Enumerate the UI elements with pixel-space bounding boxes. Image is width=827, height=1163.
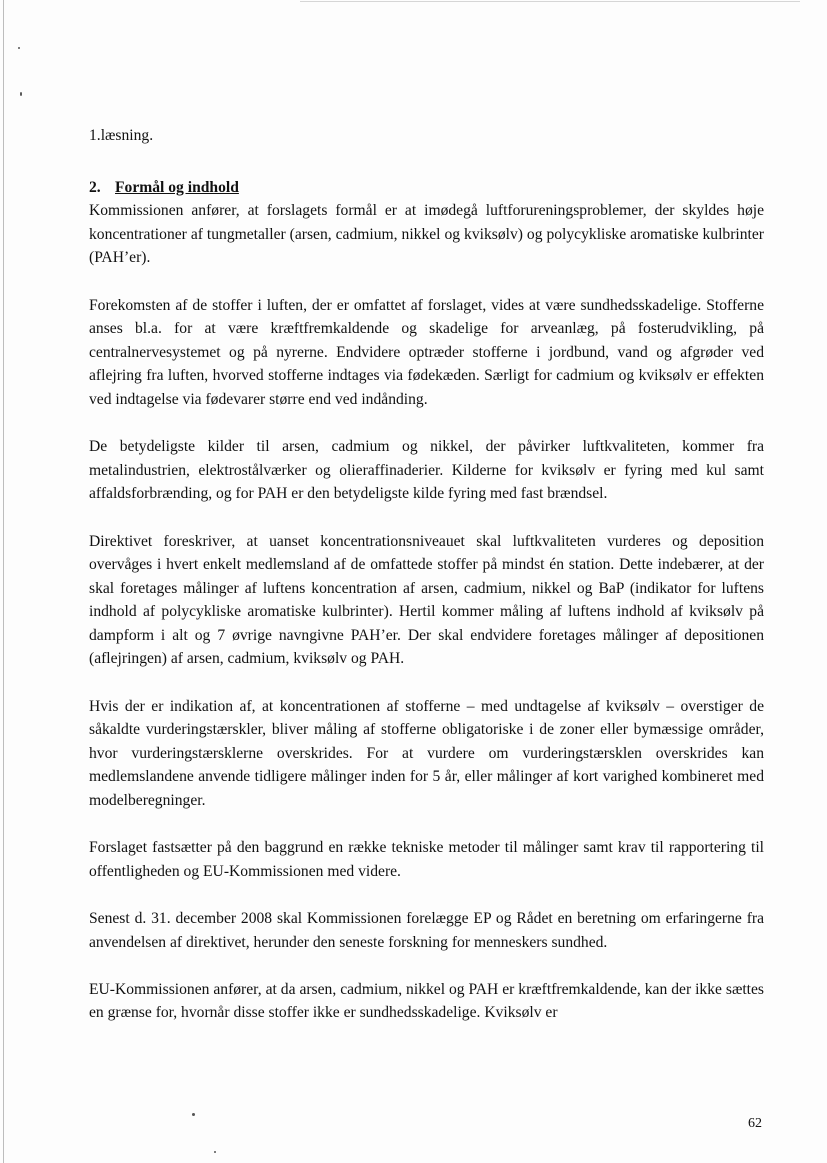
paragraph: Senest d. 31. december 2008 skal Kommissionen forelægge EP og Rådet en beretning om erfaringerne fra anvendelsen af direktivet, herunder den seneste forskning for menneskers sundhed. [89,910,764,951]
section-heading [89,176,764,200]
page-number: 62 [748,1116,762,1131]
scan-speck [20,92,22,96]
paragraph: Direktivet foreskriver, at uanset koncentrationsniveauet skal luftkvaliteten vurderes og deposition overvåges i hvert enkelt medlemsland af de omfattede stoffer på mindst én station. Dette indebærer, at der skal foretages målinger af luftens koncentration af arsen, cadmium, nikkel og BaP (indikator for luftens indhold af polycykliske aromatiske kulbrinter). Hertil kommer måling af luftens indhold af kviksølv på dampform i alt og 7 øvrige navngivne PAH’er. Der skal endvidere foretages målinger af depositionen (aflejringen) af arsen, cadmium, kviksølv og PAH. [89,532,764,668]
paragraph: Forekomsten af de stoffer i luften, der er omfattet af forslaget, vides at være sundhedsskadelige. Stofferne anses bl.a. for at være kræftfremkaldende og skadelige for arveanlæg, på fosterudvikling, på centralnervesystemet og på nyrerne. Endvidere optræder stofferne i jordbund, vand og afgrøder ved aflejring fra luften, hvorved stofferne indtages via fødekæden. Særligt for cadmium og kviksølv er effekten ved indtagelse via fødevarer større end ved indånding. [89,296,764,408]
scan-edge [3,0,4,1163]
paragraph: De betydeligste kilder til arsen, cadmium og nikkel, der påvirker luftkvaliteten, kommer fra metalindustrien, elektrostålværker og olieraffinaderier. Kilderne for kviksølv er fyring med kul samt affaldsforbrænding, og for PAH er den betydeligste kilde fyring med fast brændsel. [89,438,764,503]
section-title: Formål og indhold [115,178,239,196]
scan-speck [18,47,20,49]
document-body [89,124,764,1049]
scan-edge [300,1,800,2]
scan-speck [214,1151,216,1153]
paragraph: EU-Kommissionen anfører, at da arsen, cadmium, nikkel og PAH er kræftfremkaldende, kan der ikke sættes en grænse for, hvornår disse stoffer ikke er sundhedsskadelige. Kviksølv er [89,980,764,1022]
section-number: 2. [89,178,101,196]
paragraph: Kommissionen anfører, at forslagets formål er at imødegå luftforureningsproblemer, der skyldes høje koncentrationer af tungmetaller (arsen, cadmium, nikkel og kviksølv) og polycykliske aromatiske kulbrinter (PAH’er). [89,202,764,267]
scan-speck [192,1113,195,1116]
paragraph: Hvis der er indikation af, at koncentrationen af stofferne – med undtagelse af kviksølv – overstiger de såkaldte vurderingstærskler, bliver måling af stofferne obligatoriske i de zoner eller bymæssige områder, hvor vurderingstærsklerne overskrides. For at vurdere om vurderingstærsklen overskrides kan medlemslandene anvende tidligere målinger inden for 5 år, eller målinger af kort varighed kombineret med modelberegninger. [89,697,764,810]
reading-label: 1.læsning. [89,127,154,144]
paragraph: Forslaget fastsætter på den baggrund en række tekniske metoder til målinger samt krav til rapportering til offentligheden og EU-Kommissionen med videre. [89,839,764,880]
